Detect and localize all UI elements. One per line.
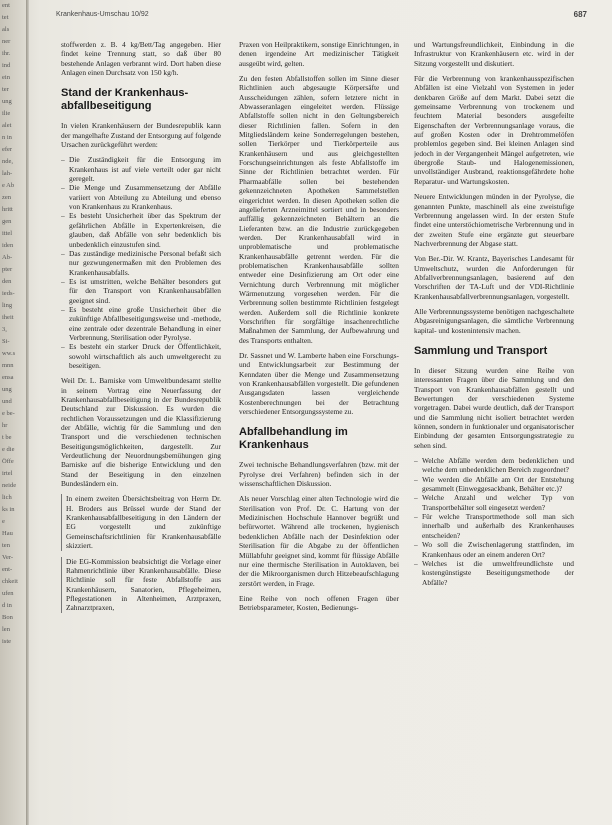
list-item: – Für welche Transportmethode soll man sich innerhalb und außerhalb des Krankenhauses entscheiden? <box>414 512 574 540</box>
paragraph: Die EG-Kommission beabsichtigt die Vorlage einer Rahmenrichtlinie über Krankenhausabfälle. Diese Richtlinie soll für feste Abfallstoffe aus Krankenhäusern, Sanatorien, Pflegeheimen, Pflegestationen in Altenheimen, Arztpraxen, Zahnarztpraxen, <box>61 557 221 613</box>
paragraph: stoffwerden z. B. 4 kg/Bett/Tag angegeben. Hier findet keine Trennung statt, so daß über 80 bestehende Anlagen verbrannt wird. Dort haben diese Anlagen einen Durchsatz von 150 kg/h. <box>61 40 221 78</box>
list-item: – Das zuständige medizinische Personal befaßt sich nur gezwungenermaßen mit den Problemen des Krankenhausabfalls. <box>61 249 221 277</box>
paragraph: In einem zweiten Übersichtsbeitrag von Herrn Dr. H. Broders aus Brüssel wurde der Stand der Krankenhausabfallbeseitigung in den Ländern der EG vorgestellt und zukünftige Gemeinschaftsrichtlinien für Krankenhausabfälle skizziert. <box>61 494 221 550</box>
paragraph: Für die Verbrennung von krankenhausspezifischen Abfällen ist eine Vielzahl von Systemen in jeder denkbaren Größe auf dem Markt. Dabei setzt die gemeinsame Verbrennung von trockenem und feuchtem Material besonders ausgefeilte Eigenschaften der Verbrennungsanlage voraus, die auf großen Kosten oder in Drehtrommelöfen problemlos gegeben sind. Bei kleinen Anlagen sind jedoch in der Vergangenheit Mängel aufgetreten, wie übergroße Staub- und Halogenemissionen, unvollständiger Ausbrand, reaktionsgefährdete hohe Reparatur- und Wartungskosten. <box>414 74 574 186</box>
column-2 <box>239 40 399 820</box>
edge-fragment: ihr. <box>2 50 11 57</box>
edge-fragment: ensa <box>2 374 14 381</box>
edge-fragment: n in <box>2 134 12 141</box>
cause-list <box>61 155 221 370</box>
edge-fragment: len <box>2 626 10 633</box>
edge-fragment: ter <box>2 86 9 93</box>
edge-fragment: ks in <box>2 506 15 513</box>
edge-fragment: iden <box>2 242 14 249</box>
edge-fragment: nde, <box>2 158 14 165</box>
edge-fragment: Hau <box>2 530 13 537</box>
edge-fragment: den <box>2 278 12 285</box>
paragraph: Eine Reihe von noch offenen Fragen über Betriebsparameter, Kosten, Bedienungs- <box>239 593 399 613</box>
section-heading: Stand der Krankenhaus-abfallbeseitigung <box>61 87 189 113</box>
paragraph: In vielen Krankenhäusern der Bundesrepublik kann der mangelhafte Zustand der Entsorgung auf folgende Ursachen zurückgeführt werden: <box>61 121 221 150</box>
paragraph: Neuere Entwicklungen münden in der Pyrolyse, die genannten Punkte, maschinell als eine zweistufige Verbrennung angelassen wird. In der ersten Stufe findet eine unterstöchiometrische Verbrennung und in der zweiten Stufe eine ergänzte gut steuerbare Nachverbrennung der Abgase statt. <box>414 192 574 248</box>
paragraph: Zu den festen Abfallstoffen sollen im Sinne dieser Richtlinien auch abgesaugte Körpersäfte und Ausscheidungen zählen, sofern letztere nicht in Abwasseranlagen eingeleitet werden. Flüssige Abfallstoffe sollen nicht in den Geltungsbereich dieser Richtlinien fallen. Sofern in den Mitgliedsländern keine Sonderregelungen bestehen, sollen Tierkörper und Tierkörperteile aus Krankenhäusern und aus gleichgestellten Forschungseinrichtungen als feste Abfallstoffe im Sinne der Richtlinien betrachtet werden. Für Pharmaabfälle sollen bei bestehenden gekennzeichneten Apotheken Sammelstellen eingerichtet werden. In diesen Apotheken sollen die angelieferten Arzneimittel sortiert und in besonders auffällig gekennzeichneten Behältern an die Lieferanten bzw. an die Industrie zurückgegeben werden. Der Krankenhausabfall wird in unproblematische und problematische Krankenhausabfälle getrennt werden. Für die problematischen Krankenhausabfälle sollten entweder eine Desinfizierung am Ort oder eine Vernichtung durch Verbrennung mit möglicher Wärmenutzung vorgesehen werden. Für die Verbrennung sollen bestimmte Richtlinien festgelegt werden. Außerdem soll die Richtlinie konkrete Vorschriften für sorgfältige insachenrechtliche Maßnahmen der Sammlung, der Aufbewahrung und des Transports enthalten. <box>239 74 399 345</box>
list-item: – Wie werden die Abfälle am Ort der Entstehung gesammelt (Einweggesackbank, Behälter etc.)? <box>414 475 574 494</box>
paragraph: Weil Dr. L. Barniske vom Umweltbundesamt stellte in seinem Vortrag eine Neuerfassung der Krankenhausabfallbeseitigung in der Bundesrepublik Deutschland zur Diskussion. Es wurden die rechtlichen Voraussetzungen und die Klassifizierung der Abfälle, wichtig für die Sammlung und den Transport und die verschiedenen technischen Beseitigungsmöglichkeiten, dargestellt. Zur Verdeutlichung der Neuordnungsbemühungen ging Barniske auf die bisherige Entwicklung und den Stand der Beseitigung in den einzelnen Bundesländern ein. <box>61 376 221 489</box>
column-3 <box>414 40 574 820</box>
edge-fragment: t be <box>2 434 12 441</box>
paragraph: Praxen von Heilpraktikern, sonstige Einrichtungen, in denen irgendeine Art medizinischer Tätigkeit ausgeübt wird, gelten. <box>239 40 399 68</box>
paragraph: Als neuer Vorschlag einer alten Technologie wird die Sterilisation von Prof. Dr. C. Hartung von der Medizinischen Hochschule Hannover begrüßt und befürwortet. Während alle trockenen, hygienisch bedenklichen Abfälle nach der Desinfektion oder Sterilisation für die Abgabe zu der öffentlichen Müllabfuhr geeignet sind, kommt für flüssige Abfälle nur eine thermische Sterilisation in Autoklaven, bei der die Mikroorganismen durch Hitzebeaufschlagung zerstört werden, in Frage. <box>239 494 399 588</box>
paragraph: Dr. Sassnet und W. Lamberte haben eine Forschungs- und Entwicklungsarbeit zur Bestimmung der Kenndaten über die Menge und Zusammensetzung von Krankenhausabfällen vorgestellt. Die gefundenen Ausgangsdaten lassen vergleichende Kostenberechnungen bei der Betrachtung verschiedener Entsorgungssysteme zu. <box>239 351 399 417</box>
binding-crease <box>26 0 29 825</box>
edge-fragment: ung <box>2 386 12 393</box>
edge-fragment: tet <box>2 14 9 21</box>
edge-fragment: ww.s <box>2 350 16 357</box>
edge-fragment: pter <box>2 266 13 273</box>
edge-fragment: e be- <box>2 410 15 417</box>
page-number: 687 <box>573 10 587 19</box>
edge-fragment: ling <box>2 302 13 309</box>
edge-fragment: ent <box>2 2 10 9</box>
edge-fragment: e Ab <box>2 182 15 189</box>
edge-fragment: ein <box>2 74 10 81</box>
edge-fragment: irtel <box>2 470 13 477</box>
list-item: – Die Menge und Zusammensetzung der Abfälle variiert von Abteilung zu Abteilung und ebenso von Krankenhaus zu Krankenhaus. <box>61 183 221 211</box>
edge-fragment: alet <box>2 122 12 129</box>
edge-fragment: ind <box>2 62 11 69</box>
edge-fragment: ner <box>2 38 11 45</box>
edge-fragment: zen <box>2 194 12 201</box>
list-item: – Es besteht eine große Unsicherheit über die zukünftige Abfallbeseitigungsweise und -methode, eine zentrale oder dezentrale Behandlung in einer Verbrennung, Sterilisation oder Pyrolyse. <box>61 305 221 342</box>
edge-fragment: ieds- <box>2 290 15 297</box>
edge-fragment: d in <box>2 602 12 609</box>
list-item: – Es besteht ein starker Druck der Öffentlichkeit, sowohl wirtschaftlich als auch umweltgerecht zu beseitigen. <box>61 342 221 370</box>
edge-fragment: hritt <box>2 206 13 213</box>
edge-fragment: Si- <box>2 338 10 345</box>
list-item: – Es besteht Unsicherheit über das Spektrum der gefährlichen Abfälle in Expertenkreisen, die glauben, daß Abfälle von sehr bedenklich bis unbedenklich einzustufen sind. <box>61 211 221 248</box>
edge-fragment: neide <box>2 482 17 489</box>
edge-fragment: Ab- <box>2 254 13 261</box>
edge-fragment: und <box>2 398 12 405</box>
edge-fragment: iheit <box>2 314 14 321</box>
running-title: Krankenhaus-Umschau 10/92 <box>56 11 149 18</box>
list-item: – Welche Anzahl und welcher Typ von Transportbehälter soll eingesetzt werden? <box>414 493 574 512</box>
edge-fragment: lah- <box>2 170 13 177</box>
edge-fragment: e die <box>2 446 15 453</box>
edge-fragment: iste <box>2 638 12 645</box>
edge-fragment: 3, <box>2 326 7 333</box>
paragraph: und Wartungsfreundlichkeit, Einbindung in die Infrastruktur von Krankenhäusern etc. wird in der Sitzung vorgestellt und diskutiert. <box>414 40 574 68</box>
edge-fragment: efer <box>2 146 13 153</box>
list-item: – Wo soll die Zwischenlagerung stattfinden, im Krankenhaus oder an einem anderen Ort? <box>414 540 574 559</box>
edge-fragment: gen <box>2 218 12 225</box>
edge-fragment: ittel <box>2 230 13 237</box>
edge-fragment: hr <box>2 422 8 429</box>
edge-fragment: Ver- <box>2 554 14 561</box>
list-item: – Welche Abfälle werden dem bedenklichen und welche dem unbedenklichen Bereich zugeordnet? <box>414 456 574 475</box>
section-heading: Sammlung und Transport <box>414 344 548 357</box>
edge-fragment: als <box>2 26 10 33</box>
paragraph: Alle Verbrennungssysteme benötigen nachgeschaltete Abgasreinigungsanlagen, die sämtliche Verbrennung kapital- und kostenintensiv machen. <box>414 306 574 335</box>
edge-fragment: ent- <box>2 566 13 573</box>
edge-fragment: e <box>2 518 5 525</box>
paragraph: Von Ber.-Dir. W. Krantz, Bayerisches Landesamt für Umweltschutz, wurden die Anforderungen für Abfallverbrennungsanlagen, basierend auf den Vorschriften der TA-Luft und der VDI-Richtlinie Krankenhausabfallverbrennungsanlagen, vorgestellt. <box>414 254 574 301</box>
edge-fragment: mnn <box>2 362 14 369</box>
edge-fragment: Bon <box>2 614 13 621</box>
running-header <box>52 10 587 22</box>
edge-fragment: ilie <box>2 110 11 117</box>
list-item: – Welches ist die umweltfreundlichste und kostengünstigste Beseitigungsmethode der Abfälle? <box>414 559 574 587</box>
section-heading: Abfallbehandlung im Krankenhaus <box>239 426 348 452</box>
edge-fragment: ufen <box>2 590 14 597</box>
column-1 <box>61 40 221 820</box>
edge-fragment: chkeit <box>2 578 18 585</box>
question-list <box>414 456 574 587</box>
edge-fragment: lich <box>2 494 12 501</box>
paragraph: Zwei technische Behandlungsverfahren (bzw. mit der Pyrolyse drei Verfahren) befinden sich in der wissenschaftlichen Diskussion. <box>239 460 399 489</box>
paragraph: In dieser Sitzung wurden eine Reihe von interessanten Fragen über die Sammlung und den Transport von Krankenhausabfällen gestellt und Bewertungen der verschiedenen Systeme vorgetragen. Dabei wurde deutlich, daß der Transport und die Sammlung nicht isoliert betrachtet werden können, sondern in funktionaler und organisatorischer Einbindung der gesamten Entsorgungsstrategie zu sehen sind. <box>414 365 574 450</box>
edge-fragment: Öffe <box>2 458 14 465</box>
list-item: – Es ist umstritten, welche Behälter besonders gut für den Transport von Krankenhausabfällen geeignet sind. <box>61 277 221 305</box>
edge-fragment: ten <box>2 542 10 549</box>
previous-page-edge <box>0 0 26 825</box>
list-item: – Die Zuständigkeit für die Entsorgung im Krankenhaus ist auf viele verteilt oder gar nicht geregelt. <box>61 155 221 183</box>
edge-fragment: ung <box>2 98 12 105</box>
